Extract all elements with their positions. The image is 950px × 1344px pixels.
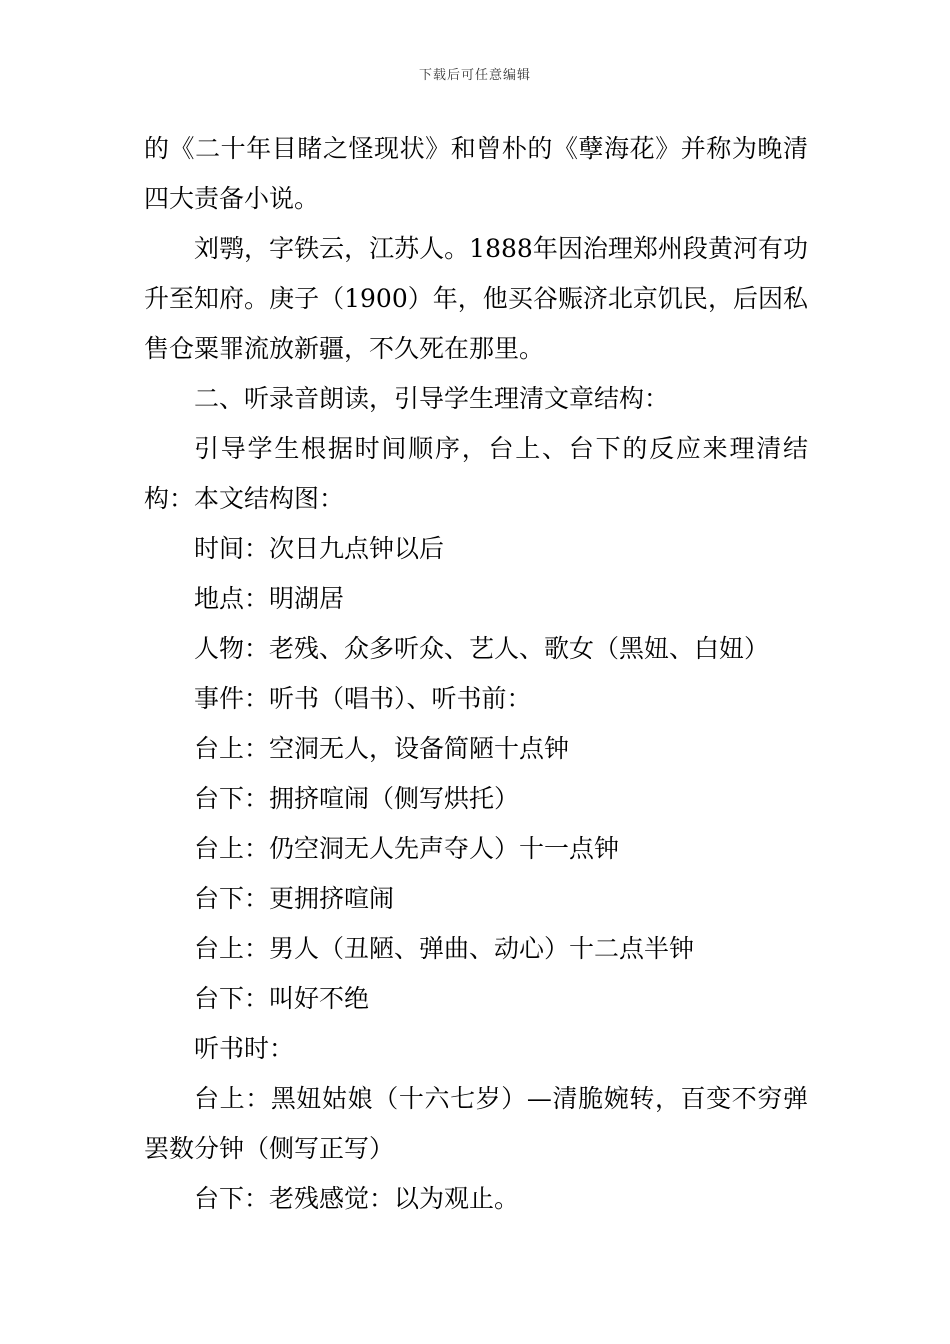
document-body [144, 124, 808, 1224]
paragraph-section-two: 二、听录音朗读，引导学生理清文章结构： [194, 384, 670, 413]
line-place: 地点：明湖居 [194, 584, 345, 613]
line-during-storytelling: 听书时： [194, 1034, 295, 1063]
paragraph-intro-continuation: 的《二十年目睹之怪现状》和曾朴的《孽海花》并称为晚清四大责备小说。 [144, 134, 808, 213]
line-audience-3: 台下：叫好不绝 [194, 984, 370, 1013]
line-characters: 人物：老残、众多听众、艺人、歌女（黑妞、白妞） [194, 634, 770, 663]
page-header: 下载后可任意编辑 [418, 68, 531, 83]
paragraph-structure-guide: 引导学生根据时间顺序，台上、台下的反应来理清结构：本文结构图： [144, 434, 808, 513]
line-event: 事件：听书（唱书）、听书前： [194, 684, 532, 713]
line-time: 时间：次日九点钟以后 [194, 534, 445, 563]
line-stage-3: 台上：男人（丑陋、弹曲、动心）十二点半钟 [194, 934, 695, 963]
paragraph-author-bio: 刘鹗，字铁云，江苏人。1888年因治理郑州段黄河有功升至知府。庚子（1900）年，他买谷赈济北京饥民，后因私售仓粟罪流放新疆，不久死在那里。 [144, 234, 808, 363]
line-stage-4: 台上：黑妞姑娘（十六七岁）—清脆婉转，百变不穷弹罢数分钟（侧写正写） [144, 1084, 808, 1163]
line-stage-1: 台上：空洞无人，设备简陋十点钟 [194, 734, 570, 763]
line-audience-4: 台下：老残感觉：以为观止。 [194, 1184, 520, 1213]
line-audience-2: 台下：更拥挤喧闹 [194, 884, 395, 913]
line-audience-1: 台下：拥挤喧闹（侧写烘托） [194, 784, 520, 813]
line-stage-2: 台上：仍空洞无人先声夺人）十一点钟 [194, 834, 620, 863]
